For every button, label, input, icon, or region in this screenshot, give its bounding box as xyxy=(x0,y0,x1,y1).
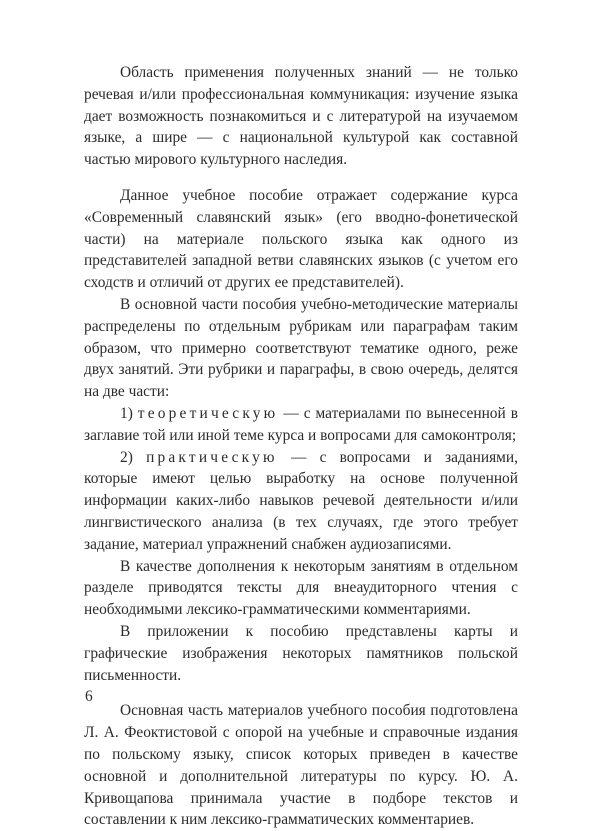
paragraph-structure: В основной части пособия учебно-методические материалы распределены по отдельным рубрикам или параграфам таким образом, что примерно соответствуют тематике одного, реже двух занятий. Эти рубрики и параграфы, в свою очередь, делятся на две части: xyxy=(84,295,518,401)
list-item-prefix: 2) xyxy=(120,448,147,466)
list-item-text: — с материалами по вынесенной в заглавие той или иной теме курса и вопросами для самоконтроля; xyxy=(84,404,518,444)
list-item-prefix: 1) xyxy=(120,404,138,422)
paragraph-authors: Основная часть материалов учебного пособия подготовлена Л. А. Феоктистовой с опорой на учебные и справочные издания по польскому языку, список которых приведен в качестве основной и дополнительной литературы по курсу. Ю. А. Кривощапова принимала участие в подборе текстов и составлении к ним лексико-грамматических комментариев. xyxy=(84,702,518,829)
paragraph-scope: Область применения полученных знаний — не только речевая и/или профессиональная коммуникация: изучение языка дает возможность познакомиться и с литературой на изучаемом языке, а шире — с национальной культурой как составной частью мирового культурного наследия. xyxy=(84,64,518,169)
list-item-term: практическую xyxy=(146,448,278,466)
page-body xyxy=(84,62,518,831)
list-item-text: — с вопросами и заданиями, которые имеют целью выработку на основе полученной информации каких-либо навыков речевой деятельности и/или лингвистического анализа (в тех случаях, где этого требует задание, материал упражнений снабжен аудиозаписями. xyxy=(84,448,518,553)
paragraph-appendix: В приложении к пособию представлены карты и графические изображения некоторых памятников польской письменности. xyxy=(84,622,518,684)
list-item-practical xyxy=(84,447,518,556)
paragraph-supplementary-texts: В качестве дополнения к некоторым занятиям в отдельном разделе приводятся тексты для внеаудиторного чтения с необходимыми лексико-грамматическими комментариями. xyxy=(84,557,518,619)
list-item-term: теоретическую xyxy=(137,404,279,422)
paragraph-course-content: Данное учебное пособие отражает содержание курса «Современный славянский язык» (его вводно-фонетической части) на материале польского языка как одного из представителей западной ветви славянских языков (с учетом его сходств и отличий от других ее представителей). xyxy=(84,186,518,292)
list-item-theoretical xyxy=(84,403,518,447)
page-number: 6 xyxy=(85,688,93,705)
